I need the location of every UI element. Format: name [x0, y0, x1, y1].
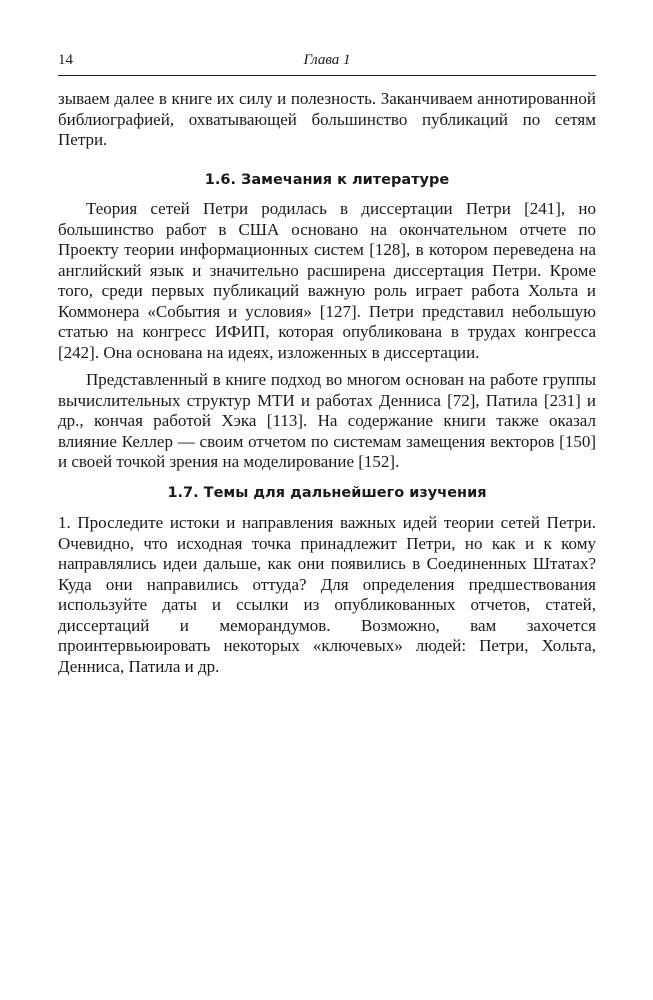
running-head — [58, 52, 596, 74]
page-number: 14 — [58, 52, 73, 68]
intro-paragraph: зываем далее в книге их силу и полезность. Заканчиваем аннотированной библиографией, охватывающей большинство публикаций по сетям Петри. — [58, 89, 596, 149]
header-rule — [58, 75, 596, 76]
chapter-label: Глава 1 — [303, 52, 351, 68]
section-1-6-heading: 1.6. Замечания к литературе — [204, 172, 450, 188]
section-1-6-paragraph-1: Теория сетей Петри родилась в диссертации Петри [241], но большинство работ в США основано на окончательном отчете по Проекту теории информационных систем [128], в котором переведена на английский язык и значительно расширена диссертация Петри. Кроме того, среди первых публикаций важную роль играет работа Хольта и Коммонера «События и условия» [127]. Петри представил небольшую статью на конгресс ИФИП, которая опубликована в трудах конгресса [242]. Она основана на идеях, изложенных в диссертации. — [58, 199, 596, 362]
section-1-6-paragraph-2: Представленный в книге подход во многом основан на работе группы вычислительных структур МТИ и работах Денниса [72], Патила [231] и др., кончая работой Хэка [113]. На содержание книги также оказал влияние Келлер — своим отчетом по системам замещения векторов [150] и своей точкой зрения на моделирование [152]. — [58, 370, 596, 471]
section-1-7-item-1: 1. Проследите истоки и направления важных идей теории сетей Петри. Очевидно, что исходная точка принадлежит Петри, но как и к кому направлялись идеи дальше, как они появились в Соединенных Штатах? Куда они направились оттуда? Для определения предшествования используйте даты и ссылки из опубликованных отчетов, статей, диссертаций и меморандумов. Возможно, вам захочется проинтервьюировать некоторых «ключевых» людей: Петри, Хольта, Денниса, Патила и др. — [58, 513, 596, 676]
section-1-7-heading: 1.7. Темы для дальнейшего изучения — [167, 485, 487, 501]
